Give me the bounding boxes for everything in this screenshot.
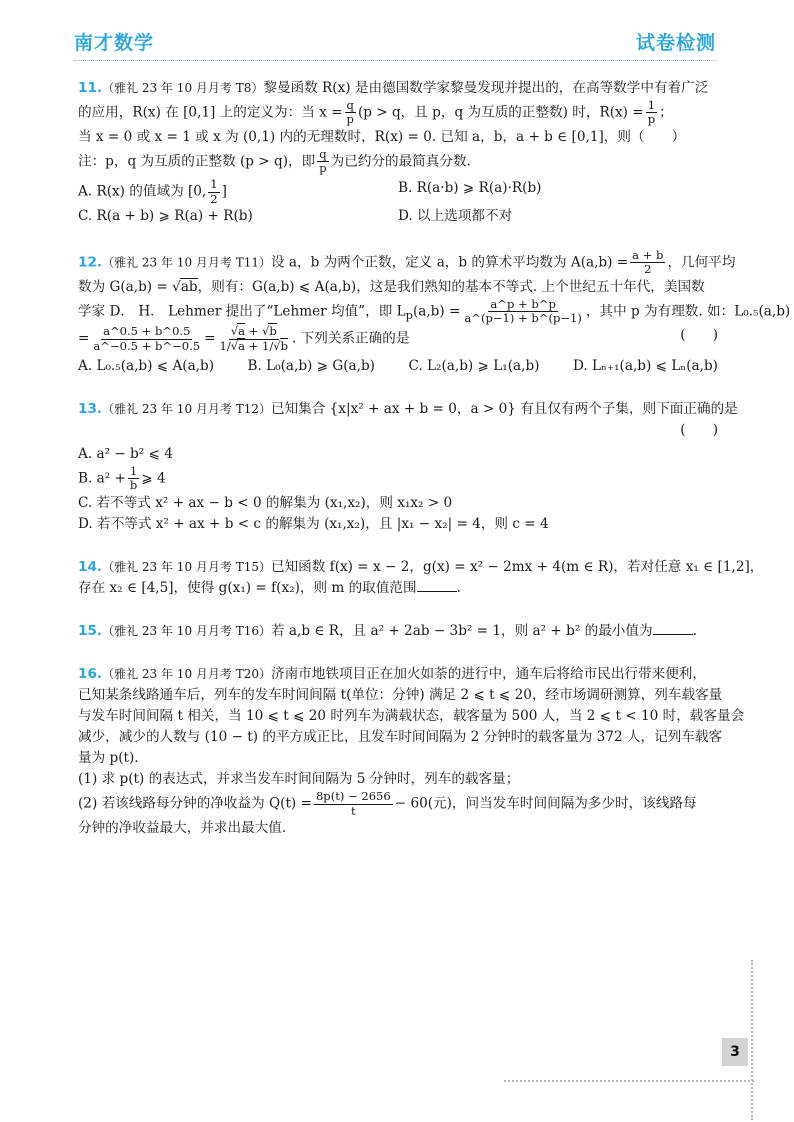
- problem-text: 学家 D． H． Lehmer 提出了“Lehmer 均值”，即 L: [78, 302, 406, 319]
- fraction-denominator: b: [129, 478, 138, 493]
- radical-sign: √: [262, 324, 270, 339]
- page-number: 3: [722, 1038, 748, 1066]
- problem-text: 已知函数 f(x) = x − 2，g(x) = x² − 2mx + 4(m ∈ R)，若对任意 x₁ ∈ [1,2]，: [270, 558, 764, 575]
- fraction-denominator: p: [647, 112, 656, 127]
- fraction: [630, 249, 665, 277]
- problem-number: 11.: [78, 80, 103, 96]
- problem-text: (a,b) =: [412, 302, 461, 319]
- fraction-denominator: p: [319, 161, 327, 176]
- fraction-denominator: t: [351, 803, 356, 818]
- problem-text: =: [78, 330, 90, 347]
- problem-note: 为已约分的最简真分数.: [330, 153, 471, 170]
- fraction-numerator: 1: [647, 98, 656, 113]
- problem-source: （雅礼 23 年 10 月月考 T16）: [102, 623, 271, 638]
- fraction: [317, 148, 328, 176]
- answer-options: [78, 444, 718, 535]
- problem-text: ；: [659, 104, 673, 121]
- problem-source: （雅礼 23 年 10 月月考 T15）: [102, 559, 271, 574]
- problem-text: 若 a,b ∈ R，且 a² + 2ab − 3b² = 1，则 a² + b² 的最小值为: [270, 622, 653, 639]
- option-d: D. Lₙ₊₁(a,b) ⩽ Lₙ(a,b): [572, 357, 718, 374]
- problem-text: (p > q，且 p，q 为互质的正整数) 时，R(x) =: [357, 104, 644, 121]
- radical-sign: √: [230, 324, 239, 339]
- problem-text: 与发车时间间隔 t 相关，当 10 ⩽ t ⩽ 20 时列车为满载状态，载客量为 500 人，当 2 ⩽ t < 10 时，载客量会: [78, 708, 745, 725]
- answer-parentheses: ( ): [680, 421, 718, 438]
- problem-text: 量为 p(t).: [78, 750, 139, 767]
- problem-text: 已知集合 {x|x² + ax + b = 0，a > 0} 有且仅有两个子集，则下面正确的是: [270, 400, 738, 417]
- answer-blank[interactable]: [653, 634, 693, 635]
- problem-text: 数为 G(a,b) =: [78, 278, 168, 295]
- answer-options: [78, 356, 718, 377]
- fraction: [91, 325, 202, 353]
- sub-question-2: − 60(元)，问当发车时间间隔为多少时，该线路每: [394, 795, 697, 812]
- option-text: ⩾ 4: [141, 470, 166, 487]
- sub-question-1: (1) 求 p(t) 的表达式，并求当发车时间间隔为 5 分钟时，列车的载客量；: [78, 771, 520, 788]
- fraction: [462, 298, 584, 326]
- option-a: A. a² − b² ⩽ 4: [78, 446, 173, 462]
- fraction-numerator: 8p(t) − 2656: [315, 789, 391, 804]
- problem-14: [78, 557, 764, 599]
- option-d: D. 若不等式 x² + ax + b < c 的解集为 (x₁,x₂)，且 |x₁ − x₂| = 4，则 c = 4: [78, 515, 549, 532]
- problem-11: [78, 78, 718, 227]
- header-divider: [74, 60, 716, 61]
- problem-number: 15.: [78, 622, 103, 639]
- fraction-denominator: a^−0.5 + b^−0.5: [93, 338, 201, 353]
- option-a: A. L₀.₅(a,b) ⩽ A(a,b): [78, 357, 215, 374]
- fraction-denominator: 2: [644, 262, 652, 277]
- fraction-denominator: 2: [210, 191, 218, 206]
- problem-number: 12.: [78, 254, 103, 271]
- problem-source: （雅礼 23 年 10 月月考 T12）: [102, 401, 271, 416]
- problem-number: 14.: [78, 558, 103, 575]
- problem-source: （雅礼 23 年 10 月月考 T8）: [102, 81, 264, 95]
- margin-dotted-line: [751, 960, 754, 1120]
- problem-text: ，则有：G(a,b) ⩽ A(a,b)，这是我们熟知的基本不等式. 上个世纪五十年代，美国数: [197, 278, 705, 295]
- problem-note: 注：p，q 为互质的正整数 (p > q)，即: [78, 153, 316, 170]
- question-list: [78, 78, 791, 861]
- fraction-denominator: p: [346, 112, 354, 127]
- problem-text: .: [456, 579, 461, 596]
- problem-number: 13.: [78, 400, 103, 417]
- fraction: [646, 99, 657, 127]
- problem-15: [78, 621, 718, 642]
- answer-options: [78, 178, 718, 227]
- problem-text: ，其中 p 为有理数. 如：L₀.₅(a,b): [585, 302, 791, 319]
- problem-source: （雅礼 23 年 10 月月考 T20）: [102, 666, 271, 681]
- fraction-numerator: q: [346, 98, 354, 113]
- answer-blank[interactable]: [417, 591, 457, 592]
- fraction-numerator: 1: [210, 177, 218, 192]
- fraction-numerator: 1: [129, 464, 138, 479]
- radicand: ab: [180, 278, 198, 295]
- fraction-numerator: q: [319, 146, 327, 161]
- fraction: [208, 178, 219, 206]
- problem-text: 黎曼函数 R(x) 是由德国数学家黎曼发现并提出的，在高等数学中有着广泛: [263, 80, 709, 96]
- problem-text: =: [204, 330, 216, 347]
- option-b: [78, 465, 718, 493]
- footer-dotted-line: [504, 1080, 754, 1082]
- option-c: C. L₂(a,b) ⩾ L₁(a,b): [408, 357, 540, 374]
- option-text: B. a² +: [78, 470, 126, 487]
- option-b: B. L₀(a,b) ⩾ G(a,b): [247, 357, 375, 374]
- problem-text: 设 a，b 为两个正数，定义 a，b 的算术平均数为 A(a,b) =: [270, 254, 629, 271]
- problem-12: [78, 247, 791, 377]
- radical-sign: √: [172, 278, 181, 295]
- fraction-numerator: a^p + b^p: [490, 296, 556, 311]
- problem-text: .: [692, 622, 697, 639]
- problem-text: . 下列关系正确的是: [292, 330, 410, 347]
- fraction: [218, 325, 291, 353]
- sub-question-2: 分钟的净收益最大，并求出最大值.: [78, 819, 287, 836]
- subscript: p: [405, 307, 413, 322]
- problem-number: 16.: [78, 665, 103, 682]
- fraction: [128, 465, 139, 493]
- radical-sign: √: [230, 338, 239, 353]
- fraction-numerator: √a + √b: [230, 324, 277, 339]
- problem-text: 当 x = 0 或 x = 1 或 x 为 (0,1) 内的无理数时，R(x) = 0. 已知 a，b，a + b ∈ [0,1]，则（ ）: [78, 128, 686, 145]
- radical-sign: √: [273, 338, 281, 353]
- problem-text: 存在 x₂ ∈ [4,5]，使得 g(x₁) = f(x₂)，则 m 的取值范围: [78, 579, 417, 596]
- header-right-title: 试卷检测: [635, 32, 716, 54]
- radicand: a: [238, 324, 245, 339]
- fraction-numerator: a^0.5 + b^0.5: [103, 324, 191, 339]
- answer-parentheses: ( ): [680, 327, 718, 344]
- option-c: C. 若不等式 x² + ax − b < 0 的解集为 (x₁,x₂)，则 x₁x₂ > 0: [78, 494, 453, 511]
- option-c: C. R(a + b) ⩾ R(a) + R(b): [78, 207, 253, 224]
- fraction-numerator: a + b: [632, 247, 664, 262]
- fraction: [345, 99, 356, 127]
- problem-16: [78, 664, 745, 839]
- option-text: A. R(x) 的值域为 [0,: [78, 183, 207, 200]
- problem-text: 已知某条线路通车后，列车的发车时间间隔 t(单位：分钟) 满足 2 ⩽ t ⩽ 20，经市场调研测算，列车载客量: [78, 687, 723, 704]
- option-b: B. R(a·b) ⩾ R(a)·R(b): [398, 180, 542, 197]
- option-text: ]: [221, 183, 227, 200]
- problem-13: [78, 399, 738, 535]
- problem-text: 减少，减少的人数与 (10 − t) 的平方成正比，且发车时间间隔为 2 分钟时的载客量为 372 人，记列车载客: [78, 729, 723, 746]
- fraction: [314, 790, 393, 818]
- option-d: D. 以上选项都不对: [398, 207, 513, 224]
- radicand: b: [280, 338, 289, 353]
- radicand: a: [238, 338, 245, 353]
- sub-question-2: (2) 若该线路每分钟的净收益为 Q(t) =: [78, 795, 312, 812]
- header-left-title: 南才数学: [74, 32, 155, 54]
- problem-source: （雅礼 23 年 10 月月考 T11）: [102, 255, 271, 270]
- problem-text: ，几何平均: [667, 254, 736, 271]
- problem-text: 济南市地铁项目正在加火如荼的进行中，通车后将给市民出行带来便利，: [270, 665, 706, 682]
- option-a: [78, 178, 398, 206]
- fraction-denominator: 1/√a + 1/√b: [219, 338, 289, 353]
- fraction-denominator: a^(p−1) + b^(p−1): [464, 310, 582, 325]
- radicand: b: [269, 324, 277, 339]
- problem-text: 的应用，R(x) 在 [0,1] 上的定义为：当 x =: [78, 104, 343, 121]
